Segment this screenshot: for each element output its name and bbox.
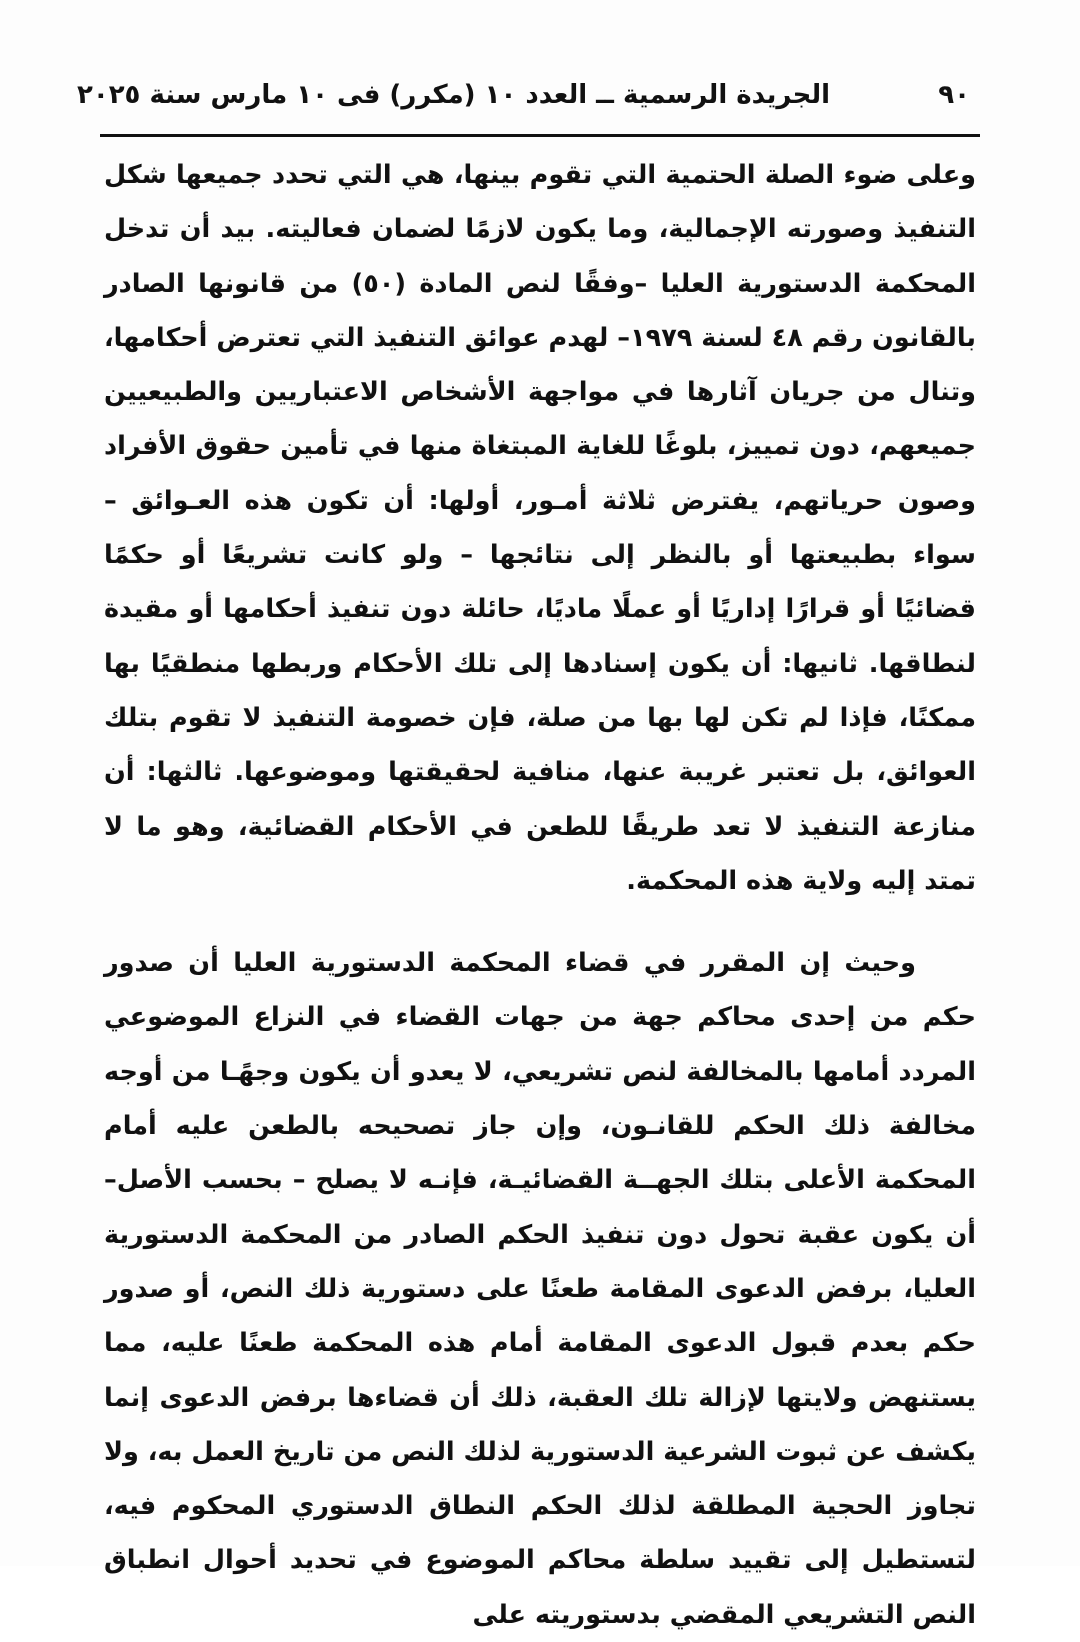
paragraph-1: وعلى ضوء الصلة الحتمية التي تقوم بينها، هي التي تحدد جميعها شكل التنفيذ وصورته الإجمالية، وما يكون لازمًا لضمان فعاليته. بيد أن تدخل المحكمة الدستورية العليا –وفقًا لنص المادة (٥٠) من قانونها الصادر بالقانون رقم ٤٨ لسنة ١٩٧٩– لهدم عوائق التنفيذ التي تعترض أحكامها، وتنال من جريان آثارها في مواجهة الأشخاص الاعتباريين والطبيعيين جميعهم، دون تمييز، بلوغًا للغاية المبتغاة منها في تأمين حقوق الأفراد وصون حرياتهم، يفترض ثلاثة أمـور، أولها: أن تكون هذه العـوائق – سواء بطبيعتها أو بالنظر إلى نتائجها – ولو كانت تشريعًا أو حكمًا قضائيًا أو قرارًا إداريًا أو عملًا ماديًا، حائلة دون تنفيذ أحكامها أو مقيدة لنطاقها. ثانيها: أن يكون إسنادها إلى تلك الأحكام وربطها منطقيًا بها ممكنًا، فإذا لم تكن لها بها من صلة، فإن خصومة التنفيذ لا تقوم بتلك العوائق، بل تعتبر غريبة عنها، منافية لحقيقتها وموضوعها. ثالثها: أن منازعة التنفيذ لا تعد طريقًا للطعن في الأحكام القضائية، وهو ما لا تمتد إليه ولاية هذه المحكمة. (104, 160, 977, 896)
paragraph-2: وحيث إن المقرر في قضاء المحكمة الدستورية العليا أن صدور حكم من إحدى محاكم جهة من جهات القضاء في النزاع الموضوعي المردد أمامها بالمخالفة لنص تشريعي، لا يعدو أن يكون وجهًـا من أوجه مخالفة ذلك الحكم للقانـون، وإن جاز تصحيحه بالطعن عليه أمام المحكمة الأعلى بتلك الجهــة القضائيـة، فإنـه لا يصلح – بحسب الأصل– أن يكون عقبة تحول دون تنفيذ الحكم الصادر من المحكمة الدستورية العليا، برفض الدعوى المقامة طعنًا على دستورية ذلك النص، أو صدور حكم بعدم قبول الدعوى المقامة أمام هذه المحكمة طعنًا عليه، مما يستنهض ولايتها لإزالة تلك العقبة، ذلك أن قضاءها برفض الدعوى إنما يكشف عن ثبوت الشرعية الدستورية لذلك النص من تاريخ العمل به، ولا تجاوز الحجية المطلقة لذلك الحكم النطاق الدستوري المحكوم فيه، لتستطيل إلى تقييد سلطة محاكم الموضوع في تحديد أحوال انطباق النص التشريعي المقضي بدستوريته على (104, 948, 976, 1630)
page-number: ٩٠ (938, 80, 970, 110)
page-header (76, 78, 980, 124)
header-divider (100, 134, 980, 137)
running-title: الجريدة الرسمية ــ العدد ١٠ (مكرر) فى ١٠ مارس سنة ٢٠٢٥ (76, 80, 830, 110)
body-text (104, 148, 976, 1642)
